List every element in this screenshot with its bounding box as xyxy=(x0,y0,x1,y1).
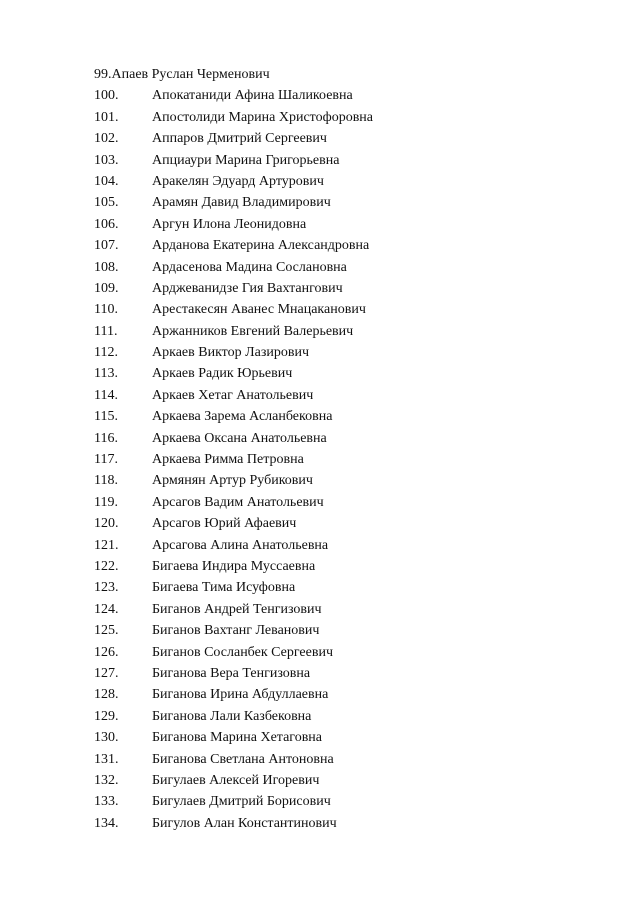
list-item xyxy=(94,620,614,641)
item-name: Аппаров Дмитрий Сергеевич xyxy=(152,131,327,147)
list-item xyxy=(94,363,614,384)
list-item xyxy=(94,449,614,470)
name-list xyxy=(94,64,614,834)
item-number: 108. xyxy=(94,259,119,275)
item-name: Арсагова Алина Анатольевна xyxy=(152,537,329,553)
item-name: Апциаури Марина Григорьевна xyxy=(152,152,340,168)
list-item xyxy=(94,428,614,449)
item-name: Биганова Марина Хетаговна xyxy=(152,730,323,746)
list-item xyxy=(94,171,614,192)
item-number: 115. xyxy=(94,409,118,425)
item-name: Арджеванидзе Гия Вахтангович xyxy=(152,280,343,296)
item-number: 110. xyxy=(94,302,118,318)
item-number: 123. xyxy=(94,580,119,596)
item-number: 100. xyxy=(94,88,119,104)
list-item xyxy=(94,513,614,534)
item-name: Армянян Артур Рубикович xyxy=(152,473,313,489)
item-number: 116. xyxy=(94,430,118,446)
list-item xyxy=(94,791,614,812)
item-number: 111. xyxy=(94,323,118,339)
item-name: Аржанников Евгений Валерьевич xyxy=(152,323,354,339)
item-name: Бигаева Тима Исуфовна xyxy=(152,580,296,596)
item-number: 128. xyxy=(94,687,119,703)
list-item xyxy=(94,342,614,363)
item-name: Биганова Ирина Абдуллаевна xyxy=(152,687,329,703)
item-name: Арсагов Юрий Афаевич xyxy=(152,516,297,532)
item-number: 119. xyxy=(94,494,118,510)
item-name: Арсагов Вадим Анатольевич xyxy=(152,494,324,510)
item-number: 126. xyxy=(94,644,119,660)
list-item xyxy=(94,727,614,748)
item-number: 101. xyxy=(94,109,119,125)
item-number: 134. xyxy=(94,815,119,831)
item-number: 118. xyxy=(94,473,118,489)
list-item xyxy=(94,642,614,663)
item-number: 131. xyxy=(94,751,119,767)
item-number: 133. xyxy=(94,794,119,810)
item-name: Биганов Сосланбек Сергеевич xyxy=(152,644,333,660)
item-name: Аракелян Эдуард Артурович xyxy=(152,173,324,189)
list-item xyxy=(94,385,614,406)
item-name: Бигаева Индира Муссаевна xyxy=(152,558,316,574)
list-item xyxy=(94,706,614,727)
item-number: 117. xyxy=(94,452,118,468)
item-name: Аркаев Радик Юрьевич xyxy=(152,366,293,382)
item-name: Бигулов Алан Константинович xyxy=(152,815,337,831)
item-number: 122. xyxy=(94,558,119,574)
item-name: Бигулаев Дмитрий Борисович xyxy=(152,794,331,810)
list-item xyxy=(94,470,614,491)
item-name: Апокатаниди Афина Шаликоевна xyxy=(152,88,353,104)
list-item xyxy=(94,85,614,106)
item-name: Аргун Илона Леонидовна xyxy=(152,216,307,232)
item-number: 105. xyxy=(94,195,119,211)
item-number: 124. xyxy=(94,601,119,617)
item-name: Бигулаев Алексей Игоревич xyxy=(152,772,320,788)
item-name: Ардасенова Мадина Сослановна xyxy=(152,259,347,275)
list-item xyxy=(94,492,614,513)
item-number: 114. xyxy=(94,387,118,403)
list-item xyxy=(94,556,614,577)
item-number: 129. xyxy=(94,708,119,724)
list-item xyxy=(94,192,614,213)
item-name: Биганов Андрей Тенгизович xyxy=(152,601,322,617)
item-name: Аркаев Хетаг Анатольевич xyxy=(152,387,314,403)
list-item xyxy=(94,107,614,128)
item-number: 112. xyxy=(94,345,118,361)
item-number: 107. xyxy=(94,238,119,254)
item-number: 121. xyxy=(94,537,119,553)
item-name: Арданова Екатерина Александровна xyxy=(152,238,370,254)
item-number: 103. xyxy=(94,152,119,168)
list-item xyxy=(94,406,614,427)
list-item xyxy=(94,813,614,834)
list-item xyxy=(94,770,614,791)
item-number: 109. xyxy=(94,280,119,296)
list-item xyxy=(94,235,614,256)
list-item xyxy=(94,128,614,149)
item-number: 127. xyxy=(94,665,119,681)
item-name: Апостолиди Марина Христофоровна xyxy=(152,109,374,125)
item-number: 132. xyxy=(94,772,119,788)
list-item xyxy=(94,535,614,556)
item-name: Аркаева Оксана Анатольевна xyxy=(152,430,327,446)
item-number: 125. xyxy=(94,623,119,639)
list-item xyxy=(94,321,614,342)
list-item xyxy=(94,599,614,620)
item-name: Арамян Давид Владимирович xyxy=(152,195,331,211)
list-item-first: 99.Апаев Руслан Черменович xyxy=(94,67,270,82)
item-name: Аркаев Виктор Лазирович xyxy=(152,345,309,361)
item-number: 104. xyxy=(94,173,119,189)
item-name: Арестакесян Аванес Мнацаканович xyxy=(152,302,366,318)
item-name: Биганов Вахтанг Леванович xyxy=(152,623,320,639)
list-item xyxy=(94,663,614,684)
item-number: 106. xyxy=(94,216,119,232)
list-item xyxy=(94,257,614,278)
item-name: Биганова Вера Тенгизовна xyxy=(152,665,311,681)
list-item xyxy=(94,749,614,770)
item-name: Биганова Лали Казбековна xyxy=(152,708,312,724)
list-item xyxy=(94,150,614,171)
list-item xyxy=(94,577,614,598)
list-item xyxy=(94,278,614,299)
item-number: 130. xyxy=(94,730,119,746)
list-item xyxy=(94,214,614,235)
item-number: 113. xyxy=(94,366,118,382)
item-number: 120. xyxy=(94,516,119,532)
item-name: Биганова Светлана Антоновна xyxy=(152,751,334,767)
item-name: Аркаева Римма Петровна xyxy=(152,452,304,468)
item-number: 102. xyxy=(94,131,119,147)
list-item xyxy=(94,299,614,320)
item-name: Аркаева Зарема Асланбековна xyxy=(152,409,333,425)
list-item xyxy=(94,684,614,705)
